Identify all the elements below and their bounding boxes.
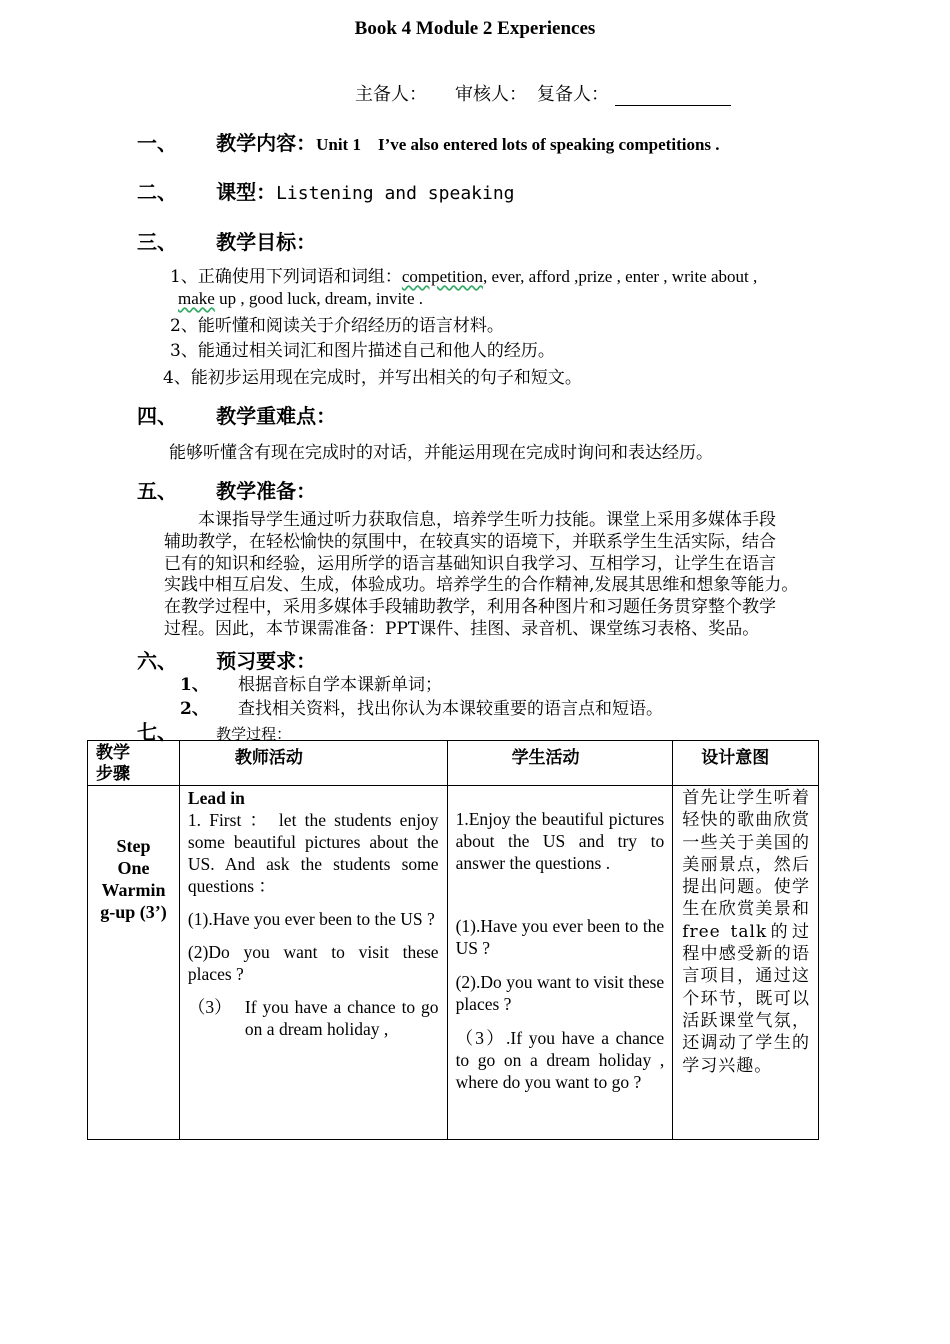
author-line: [355, 80, 759, 106]
section-preparation: [137, 475, 316, 504]
step-line: Step: [116, 836, 151, 856]
teacher-lead-heading: Lead in: [187, 788, 245, 808]
teacher-question-3-number: （3）: [187, 997, 232, 1017]
section-number: 五、: [137, 479, 177, 503]
step-line: Warmin: [101, 880, 166, 900]
objective-4: 4、能初步运用现在完成时，并写出相关的句子和短文。: [163, 368, 582, 388]
type-value: Listening and speaking: [276, 183, 515, 204]
objective-1: [170, 262, 757, 287]
section-label: 课型：: [216, 180, 277, 204]
section-number: 四、: [137, 404, 177, 428]
objective-3: 3、能通过相关词汇和图片描述自己和他人的经历。: [170, 341, 555, 361]
header-step-line2: 步骤: [96, 764, 130, 784]
preparation-line: 本课指导学生通过听力获取信息，培养学生听力技能。课堂上采用多媒体手段: [164, 510, 776, 530]
student-question-3: （3）.If you have a chance to go on a dream holiday , where do you want to go ?: [455, 1028, 665, 1092]
objective-1-prefix: 1、正确使用下列词语和词组：: [170, 267, 402, 287]
content-value: Unit 1 I’ve also entered lots of speaking competitions .: [316, 135, 720, 154]
section-label: 教学过程：: [216, 725, 292, 743]
header-step: [88, 741, 180, 786]
step-cell: [88, 786, 180, 1140]
preparation-line: 在教学过程中，采用多媒体手段辅助教学，利用各种图片和习题任务贯穿整个教学: [164, 597, 776, 618]
host-label: 主备人：: [355, 84, 427, 105]
section-number: 七、: [137, 720, 177, 744]
header-design: [673, 741, 819, 786]
student-question-1: (1).Have you ever been to the US ?: [455, 916, 665, 958]
section-content: [137, 127, 720, 156]
co-label: 复备人：: [537, 84, 609, 105]
section-type: [137, 176, 515, 205]
teacher-question-3-text: If you have a chance to go on a dream holiday ,: [244, 997, 439, 1039]
preview-item-text: 根据音标自学本课新单词；: [238, 675, 442, 695]
header-student: [447, 741, 673, 786]
section-label: 教学重难点：: [216, 404, 337, 428]
section-label: 预习要求：: [216, 649, 317, 673]
section-number: 六、: [137, 649, 177, 673]
objective-1-word2: make: [178, 289, 215, 308]
section-label: 教学目标：: [216, 230, 317, 254]
design-cell: [673, 786, 819, 1140]
section-key-points: [137, 400, 336, 429]
header-teacher-label: 教师活动: [234, 748, 303, 768]
lesson-plan-table: [87, 740, 819, 1140]
section-number: 一、: [137, 131, 177, 155]
section-number: 二、: [137, 180, 177, 204]
teacher-step-text: 1. First ： let the students enjoy some beautiful pictures about the US. And ask the students some questions ：: [187, 810, 439, 896]
section-objectives: [137, 226, 316, 255]
section-number: 三、: [137, 230, 177, 254]
header-design-label: 设计意图: [701, 748, 770, 768]
step-line: g-up (3’): [100, 902, 167, 922]
table-row: [88, 786, 819, 1140]
teacher-question-3: [188, 996, 439, 1040]
header-step-line1: 教学: [96, 743, 130, 763]
objective-1-line2: [178, 289, 423, 309]
student-question-2: (2).Do you want to visit these places ?: [455, 972, 665, 1014]
student-step-text: 1.Enjoy the beautiful pictures about the US and try to answer the questions .: [455, 809, 665, 873]
section-label: 教学准备：: [216, 479, 317, 503]
objective-1-word: competition: [401, 267, 484, 286]
objective-2: 2、能听懂和阅读关于介绍经历的语言材料。: [170, 316, 504, 336]
co-author-blank: [615, 87, 731, 106]
page-title: Book 4 Module 2 Experiences: [354, 18, 596, 39]
teacher-question-2: (2)Do you want to visit these places ?: [187, 942, 439, 984]
preparation-line: 过程。因此，本节课需准备：PPT课件、挂图、录音机、课堂练习表格、奖品。: [164, 618, 760, 639]
design-intent-text: 首先让学生听着轻快的歌曲欣赏一些关于美国的美丽景点，然后提出问题。使学生在欣赏美景和free talk的过程中感受新的语言项目，通过这个环节，既可以活跃课堂气氛，还调动了学生的学习兴趣。: [682, 788, 810, 1076]
preview-item: [180, 670, 442, 695]
preview-item-number: 1、: [180, 675, 209, 695]
header-teacher: [179, 741, 447, 786]
header-student-label: 学生活动: [511, 748, 580, 768]
preview-item-number: 2、: [180, 699, 209, 719]
preparation-line: 已有的知识和经验，运用所学的语言基础知识自我学习、互相学习，让学生在语言: [164, 553, 776, 574]
step-line: One: [117, 858, 150, 878]
preview-item-text: 查找相关资料，找出你认为本课较重要的语言点和短语。: [238, 699, 663, 719]
preparation-line: 实践中相互启发、生成，体验成功。培养学生的合作精神,发展其思维和想象等能力。: [164, 575, 799, 596]
objective-1-rest: , ever, afford ,prize , enter , write about ,: [483, 267, 758, 286]
preparation-paragraph: [164, 510, 876, 641]
teacher-cell: [179, 786, 447, 1140]
reviewer-label: 审核人：: [455, 84, 527, 105]
objective-1-line2-text: up , good luck, dream, invite .: [214, 289, 424, 308]
student-cell: [447, 786, 673, 1140]
teacher-question-1: (1).Have you ever been to the US ?: [187, 909, 435, 929]
preparation-line: 辅助教学，在轻松愉快的氛围中，在较真实的语境下，并联系学生生活实际，结合: [164, 531, 776, 552]
key-points-text: 能够听懂含有现在完成时的对话，并能运用现在完成时询问和表达经历。: [169, 443, 713, 463]
section-label: 教学内容：: [216, 131, 317, 155]
table-header-row: [88, 741, 819, 786]
